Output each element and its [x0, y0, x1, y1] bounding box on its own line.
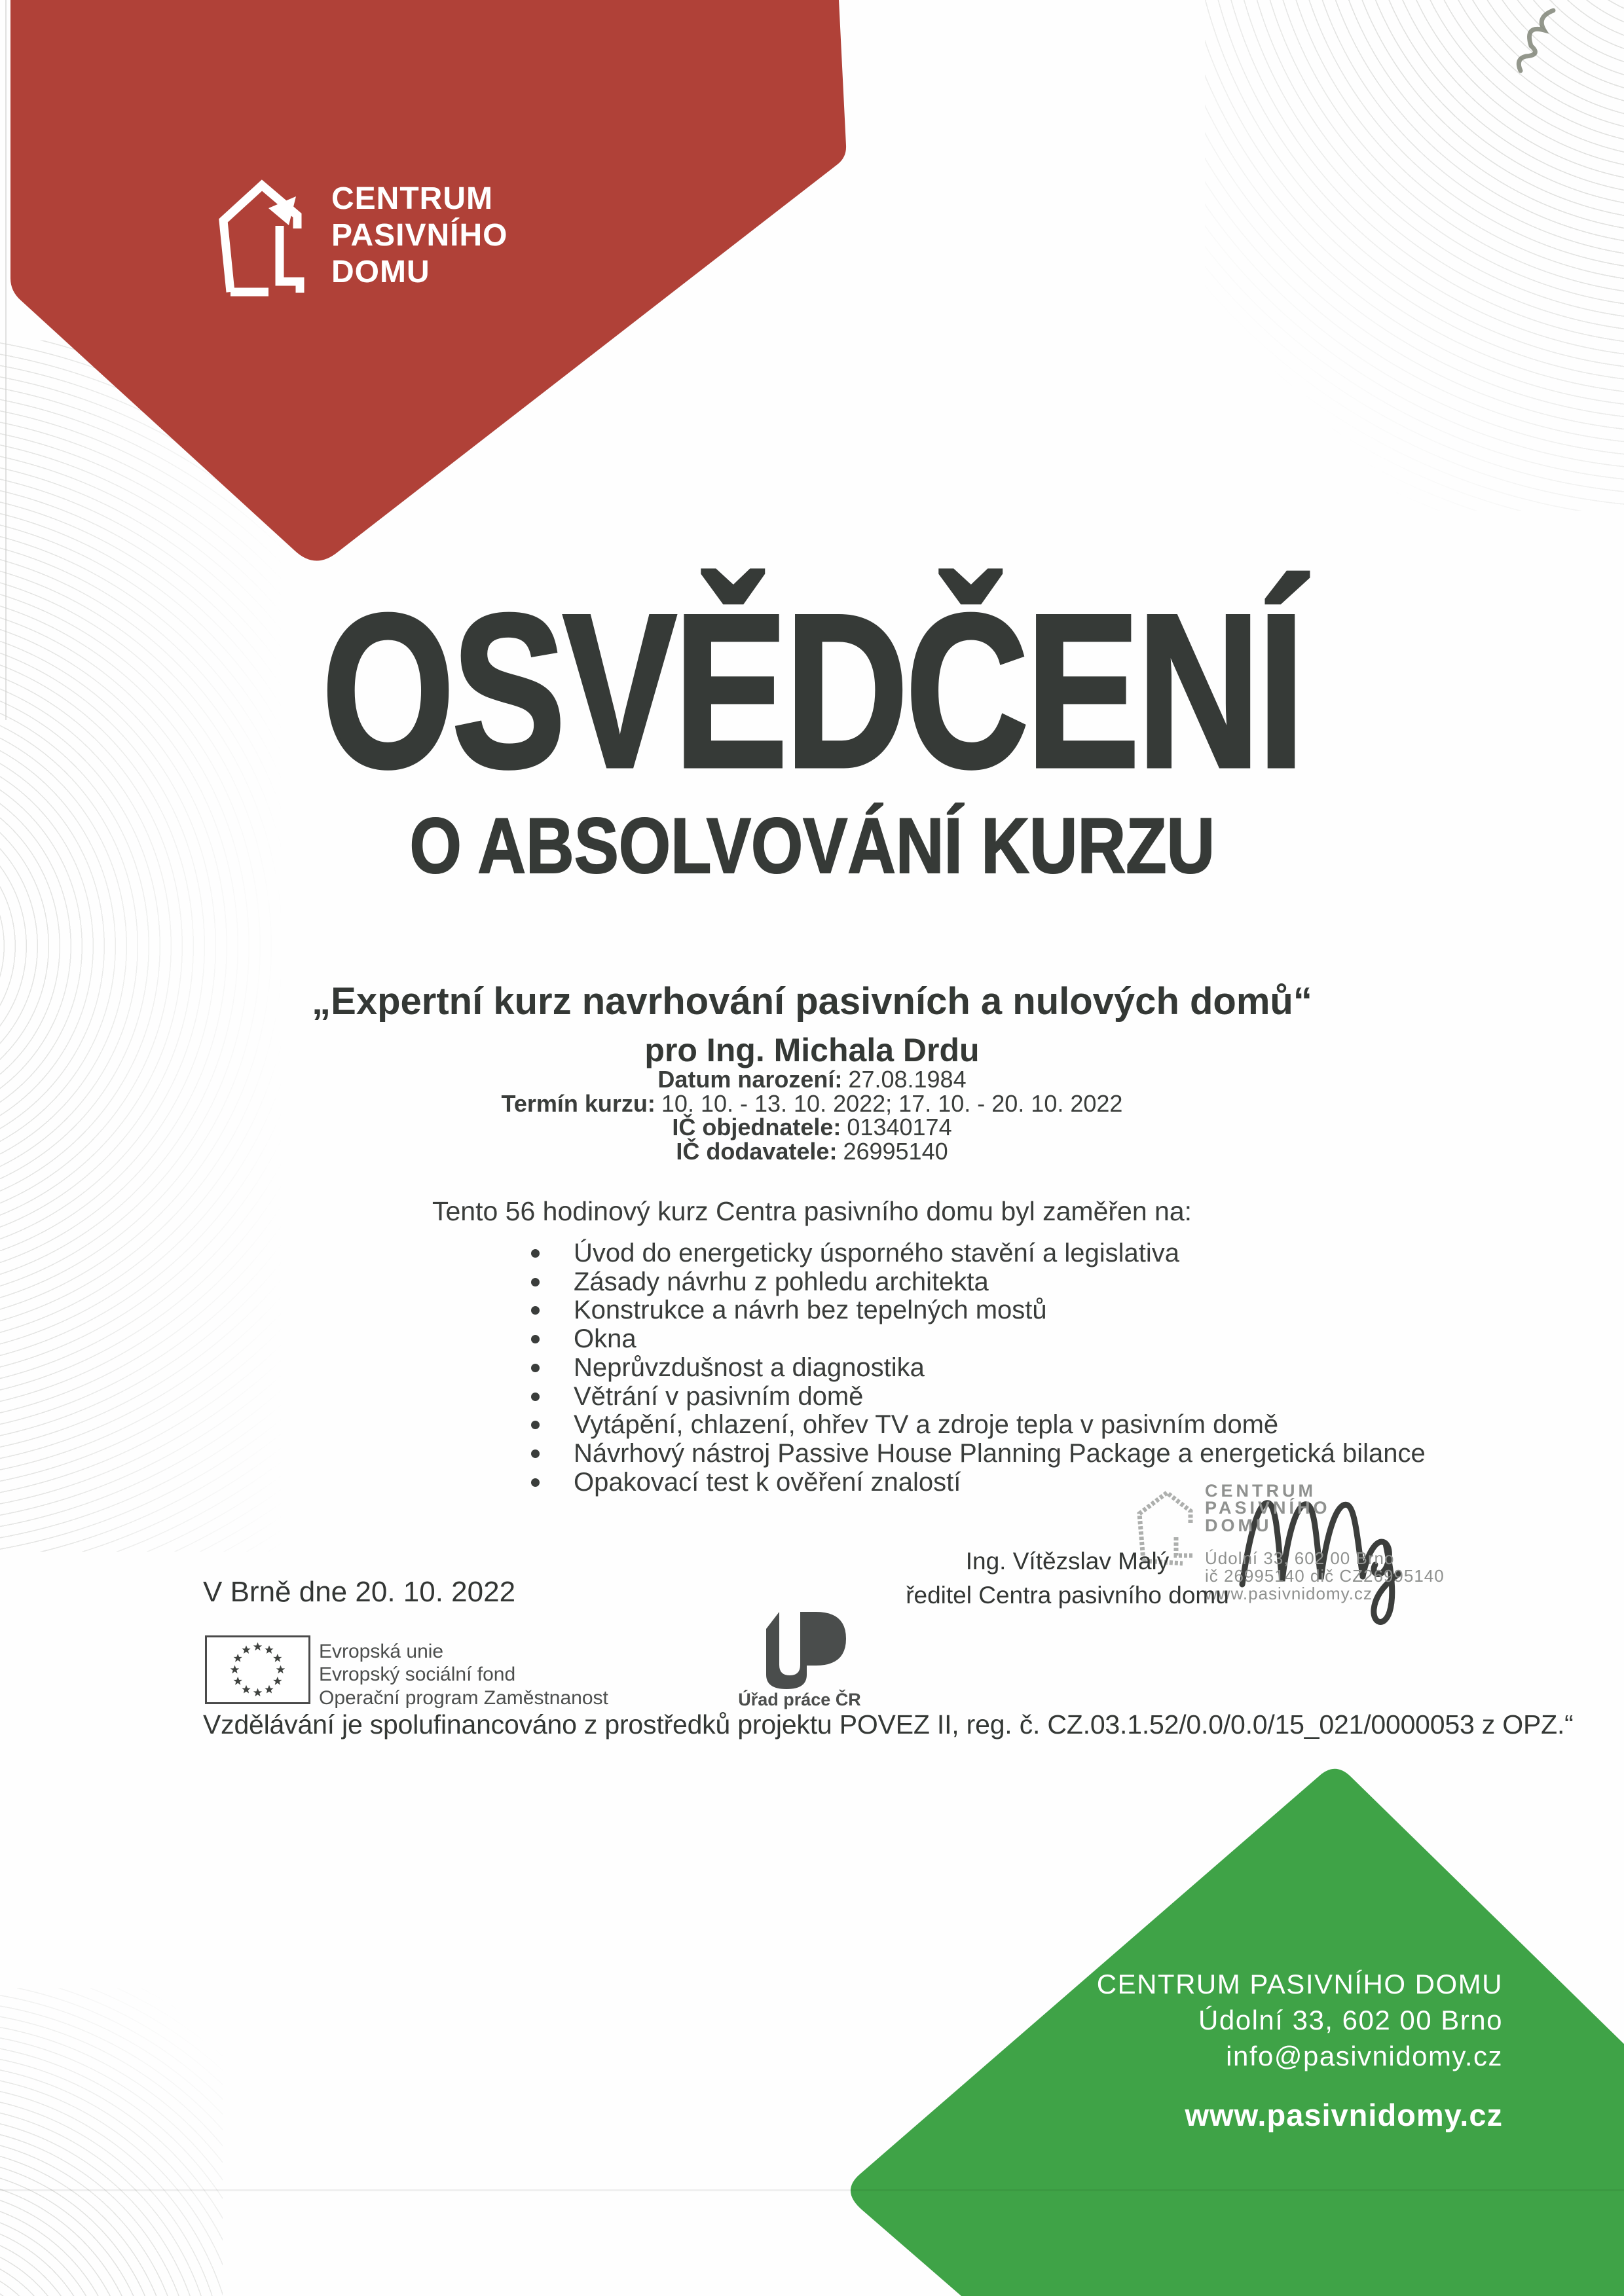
topic-item: Konstrukce a návrh bez tepelných mostů	[530, 1296, 1426, 1325]
urad-prace-caption: Úřad práce ČR	[738, 1690, 861, 1709]
stamp-org-line: PASIVNÍHO	[1205, 1498, 1331, 1518]
topic-item: Návrhový nástroj Passive House Planning Package a energetická bilance	[530, 1440, 1426, 1468]
footer-address: Údolní 33, 602 00 Brno	[1198, 2005, 1503, 2035]
course-details	[0, 1068, 1624, 1163]
footer-website: www.pasivnidomy.cz	[1185, 2098, 1503, 2132]
stamp-org-line: CENTRUM	[1205, 1481, 1316, 1501]
corner-squiggle-mark	[1519, 10, 1553, 71]
topic-item: Okna	[530, 1325, 1426, 1354]
topic-item: Neprůvzdušnost a diagnostika	[530, 1354, 1426, 1383]
certificate-subtitle: O ABSOLVOVÁNÍ KURZU	[409, 802, 1215, 890]
stamp-address: Údolní 33, 602 00 Brno ič 26995140 dič CZ26995140 www.pasivnidomy.cz	[1205, 1548, 1445, 1603]
detail-supplier-id: IČ dodavatele: 26995140	[676, 1137, 948, 1165]
topic-item: Zásady návrhu z pohledu architekta	[530, 1268, 1426, 1297]
topic-item: Větrání v pasivním domě	[530, 1383, 1426, 1412]
place-and-date: V Brně dne 20. 10. 2022	[203, 1576, 516, 1608]
signatory-name: Ing. Vítězslav Malý	[965, 1548, 1170, 1575]
topic-item: Úvod do energeticky úsporného stavění a legislativa	[530, 1239, 1426, 1268]
footer-email: info@pasivnidomy.cz	[1226, 2041, 1503, 2071]
cpd-logo-text	[331, 181, 507, 291]
topics-list	[530, 1239, 1426, 1497]
logo-line-1: CENTRUM	[331, 181, 493, 216]
logo-line-3: DOMU	[331, 255, 430, 289]
attendee-name: pro Ing. Michala Drdu	[644, 1032, 980, 1068]
footer-contact-block	[1097, 1966, 1503, 2074]
eu-flag-icon	[205, 1635, 310, 1704]
funding-statement: Vzdělávání je spolufinancováno z prostředků projektu POVEZ II, reg. č. CZ.03.1.52/0.0/0.0/15_021/0000053 z OPZ.“	[203, 1709, 1574, 1740]
topic-item: Opakovací test k ověření znalostí	[530, 1468, 1426, 1497]
eu-program-text	[319, 1640, 608, 1709]
logo-line-2: PASIVNÍHO	[331, 218, 508, 253]
eu-line-1: Evropská unie	[319, 1641, 444, 1662]
urad-prace-icon	[764, 1612, 847, 1689]
scan-artifact-line	[0, 2189, 1624, 2191]
detail-client-id: IČ objednatele: 01340174	[672, 1114, 952, 1140]
stamp-org-line: DOMU	[1205, 1515, 1272, 1535]
topic-item: Vytápění, chlazení, ohřev TV a zdroje tepla v pasivním domě	[530, 1411, 1426, 1440]
signatory-role: ředitel Centra pasivního domu	[906, 1582, 1229, 1609]
footer-org: CENTRUM PASIVNÍHO DOMU	[1096, 1969, 1503, 1999]
detail-birthdate: Datum narození: 27.08.1984	[657, 1066, 967, 1093]
detail-course-dates: Termín kurzu: 10. 10. - 13. 10. 2022; 17. 10. - 20. 10. 2022	[501, 1089, 1123, 1117]
eu-line-3: Operační program Zaměstnanost	[319, 1686, 608, 1709]
course-name: „Expertní kurz navrhování pasivních a nulových domů“	[312, 980, 1312, 1023]
certificate-title: OSVĚDČENÍ	[322, 568, 1302, 813]
focus-intro: Tento 56 hodinový kurz Centra pasivního domu byl zaměřen na:	[432, 1196, 1192, 1226]
eu-line-2: Evropský sociální fond	[319, 1664, 516, 1686]
